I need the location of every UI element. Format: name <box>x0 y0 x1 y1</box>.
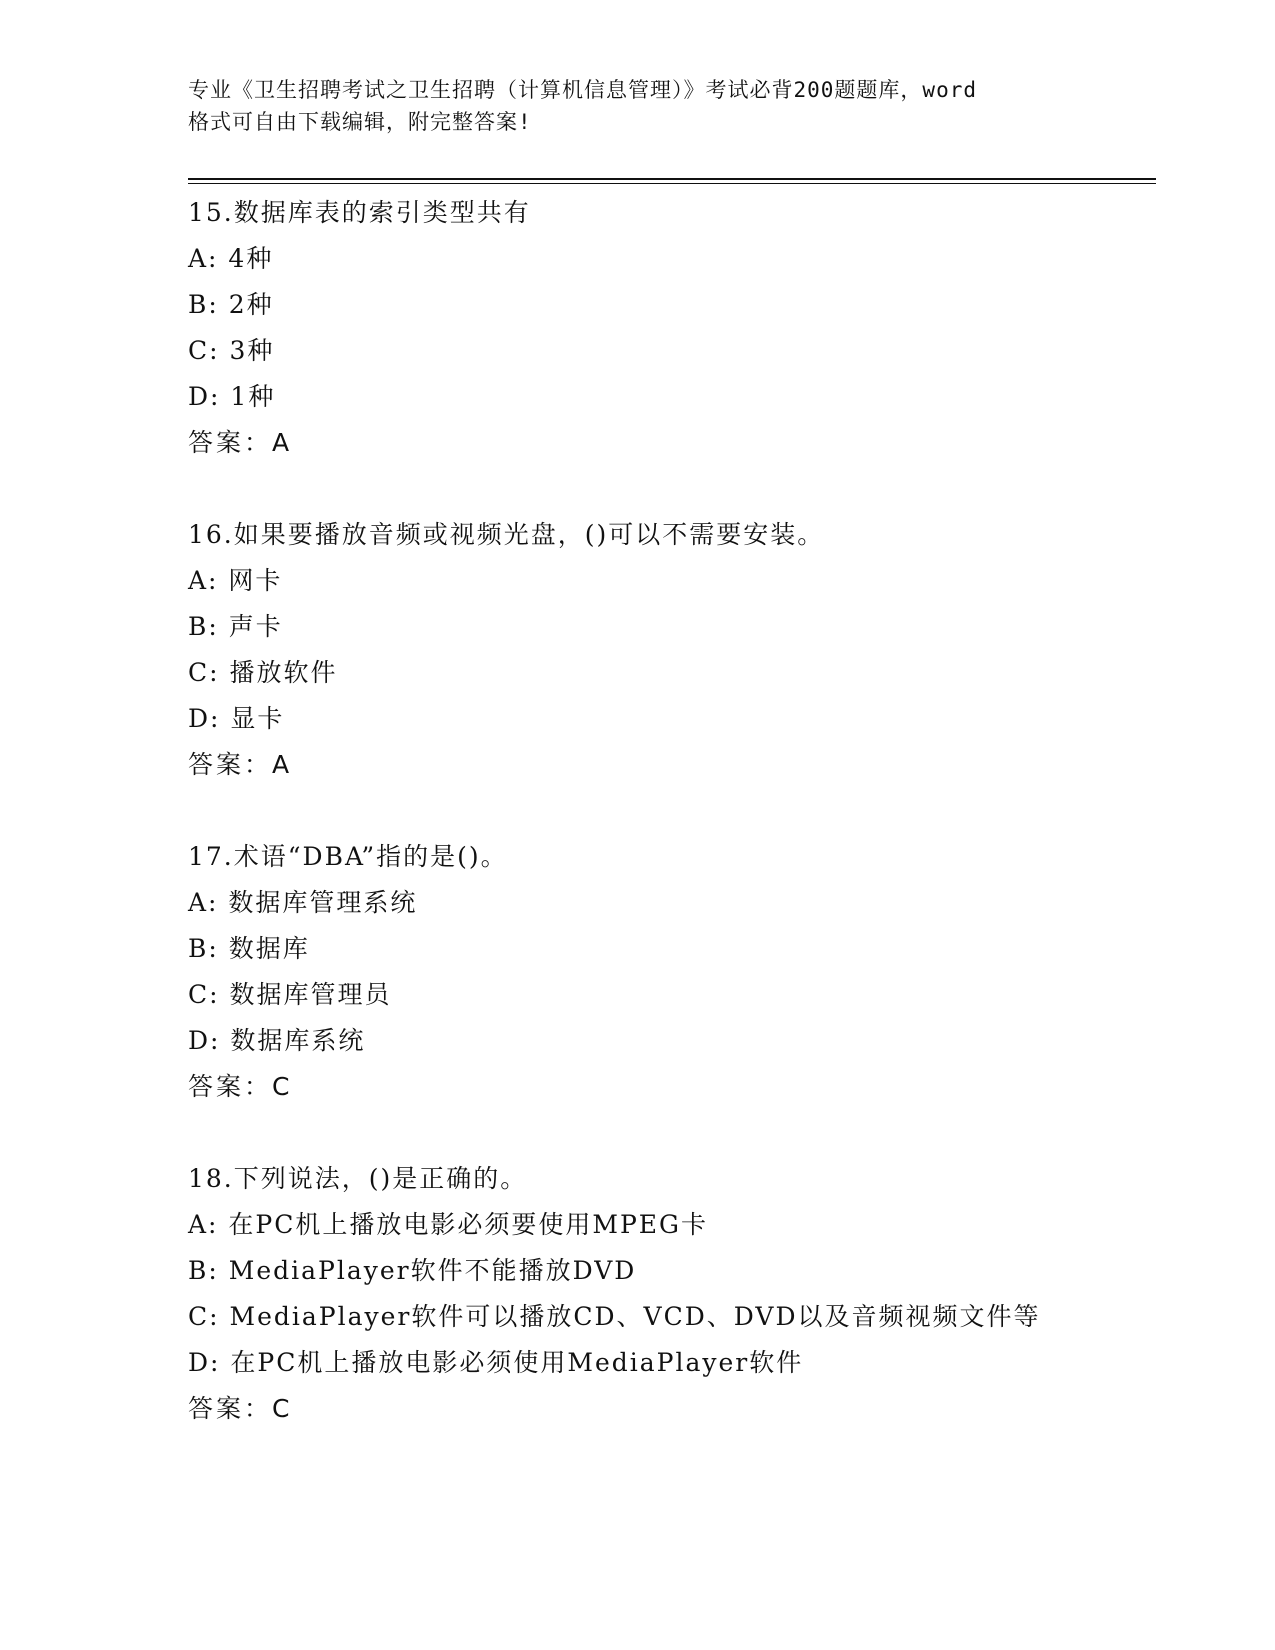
question-17 <box>188 834 1148 1110</box>
option-b: B: 声卡 <box>188 612 283 641</box>
option-a: A: 数据库管理系统 <box>188 888 418 917</box>
answer-line: 答案：A <box>188 750 293 779</box>
option-c: C: MediaPlayer软件可以播放CD、VCD、DVD以及音频视频文件等 <box>188 1302 1041 1331</box>
question-stem: 18.下列说法，()是正确的。 <box>188 1164 528 1193</box>
header-line-2: 格式可自由下载编辑，附完整答案! <box>188 110 532 134</box>
option-c: C: 数据库管理员 <box>188 980 392 1009</box>
option-d: D: 显卡 <box>188 704 285 733</box>
option-a: A: 网卡 <box>188 566 283 595</box>
question-stem: 17.术语“DBA”指的是()。 <box>188 842 508 871</box>
question-list <box>188 190 1148 1478</box>
option-d: D: 数据库系统 <box>188 1026 366 1055</box>
header-divider-thin <box>188 183 1156 184</box>
option-b: B: 数据库 <box>188 934 310 963</box>
option-b: B: 2种 <box>188 290 274 319</box>
answer-line: 答案：C <box>188 1394 293 1423</box>
option-c: C: 3种 <box>188 336 275 365</box>
question-stem: 16.如果要播放音频或视频光盘，()可以不需要安装。 <box>188 520 825 549</box>
header-line-1: 专业《卫生招聘考试之卫生招聘（计算机信息管理）》考试必背200题题库，word <box>188 78 977 102</box>
header-divider-thick <box>188 178 1156 180</box>
option-a: A: 在PC机上播放电影必须要使用MPEG卡 <box>188 1210 709 1239</box>
option-c: C: 播放软件 <box>188 658 338 687</box>
document-header <box>188 74 1088 138</box>
option-b: B: MediaPlayer软件不能播放DVD <box>188 1256 637 1285</box>
option-d: D: 1种 <box>188 382 276 411</box>
option-d: D: 在PC机上播放电影必须使用MediaPlayer软件 <box>188 1348 804 1377</box>
question-18 <box>188 1156 1148 1432</box>
question-15 <box>188 190 1148 466</box>
option-a: A: 4种 <box>188 244 274 273</box>
question-16 <box>188 512 1148 788</box>
answer-line: 答案：A <box>188 428 293 457</box>
question-stem: 15.数据库表的索引类型共有 <box>188 198 531 227</box>
answer-line: 答案：C <box>188 1072 293 1101</box>
